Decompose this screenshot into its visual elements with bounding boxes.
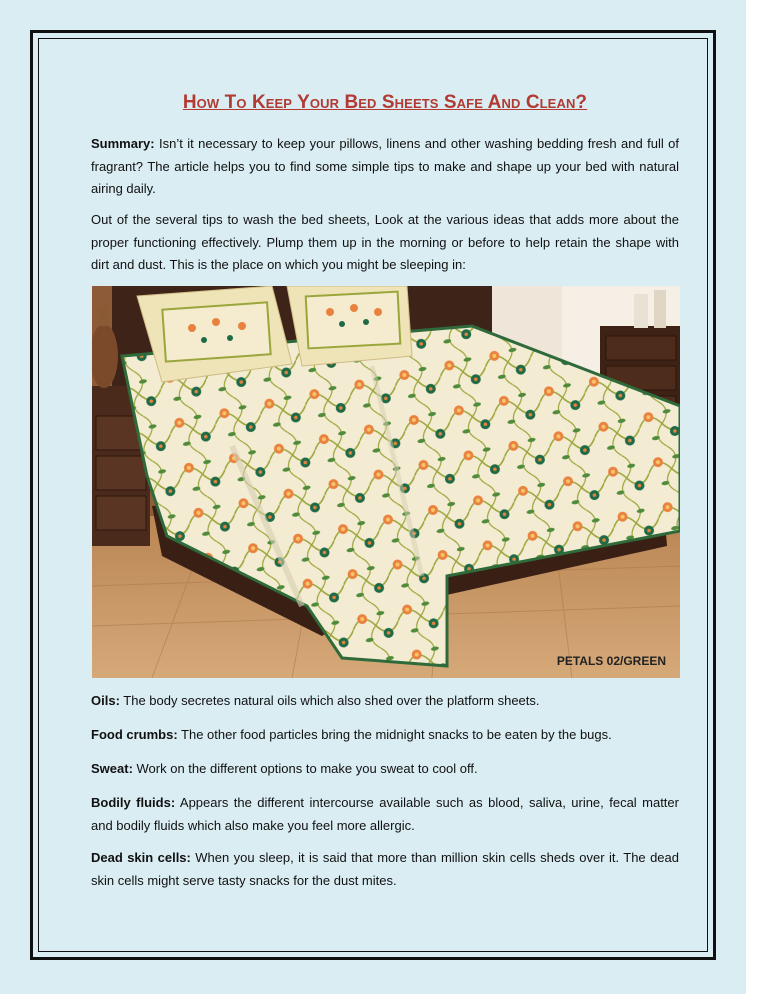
item-text: When you sleep, it is said that more than million skin cells sheds over it. The dead skin cells might serve tasty snacks for the dust mites.	[91, 850, 679, 888]
bed-illustration	[92, 286, 680, 678]
item-bodily-fluids	[91, 792, 679, 837]
summary-text: Isn’t it necessary to keep your pillows, linens and other washing bedding fresh and full of fragrant? The article helps you to find some simple tips to make and shape up your bed with natural airing daily.	[91, 136, 679, 196]
article-title: How To Keep Your Bed Sheets Safe And Clean?	[182, 92, 588, 113]
item-label: Sweat:	[91, 761, 133, 776]
item-oils	[91, 690, 679, 713]
item-label: Dead skin cells:	[91, 850, 191, 865]
photo-caption: PETALS 02/GREEN	[556, 654, 666, 668]
item-label: Food crumbs:	[91, 727, 178, 742]
summary-paragraph	[91, 133, 679, 201]
item-sweat	[91, 758, 679, 781]
bed-sheet-photo	[92, 286, 680, 678]
item-text: The other food particles bring the midnight snacks to be eaten by the bugs.	[177, 727, 612, 742]
item-text: The body secretes natural oils which also shed over the platform sheets.	[119, 693, 540, 708]
item-text: Appears the different intercourse available such as blood, saliva, urine, fecal matter and bodily fluids which also make you feel more allergic.	[91, 795, 679, 833]
item-dead-skin-cells	[91, 847, 679, 892]
item-food-crumbs	[91, 724, 679, 747]
item-label: Oils:	[91, 693, 120, 708]
summary-label: Summary:	[91, 136, 155, 151]
intro-paragraph: Out of the several tips to wash the bed sheets, Look at the various ideas that adds more about the proper functioning effectively. Plump them up in the morning or before to help retain the shape with dirt and dust. This is the place on which you might be sleeping in:	[91, 212, 679, 272]
item-label: Bodily fluids:	[91, 795, 176, 810]
item-text: Work on the different options to make you sweat to cool off.	[132, 761, 478, 776]
